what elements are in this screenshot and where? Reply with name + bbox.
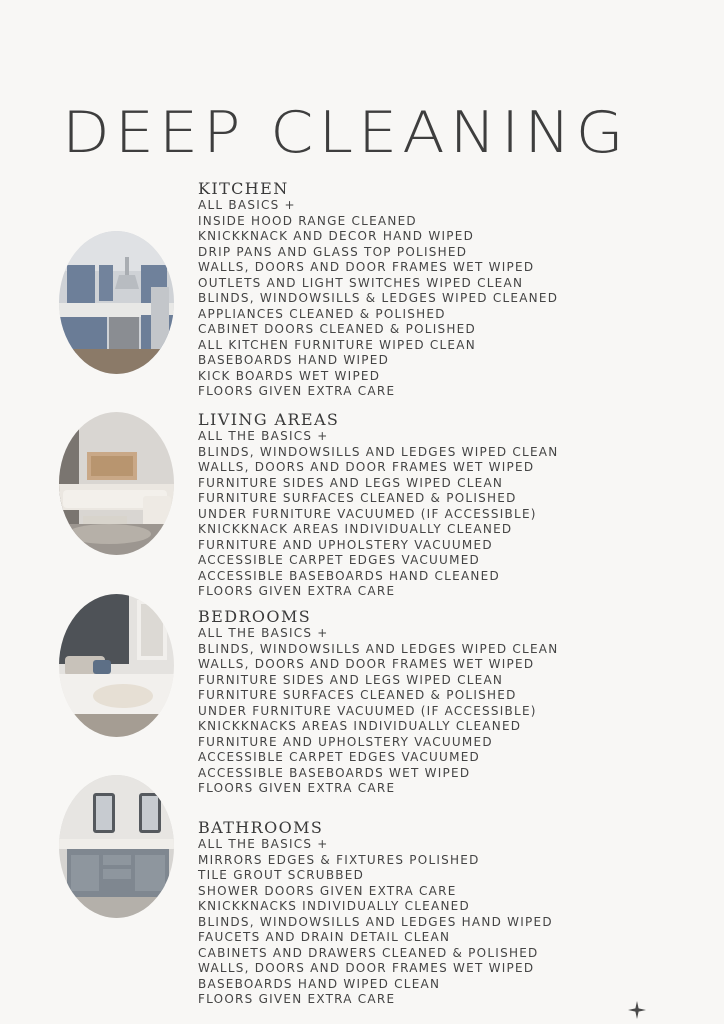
checklist (198, 429, 558, 600)
list-item: SHOWER DOORS GIVEN EXTRA CARE (198, 883, 457, 898)
list-item: TILE GROUT SCRUBBED (198, 868, 365, 882)
list-item: ALL THE BASICS + (198, 837, 329, 851)
checklist (198, 626, 558, 797)
list-item: ACCESSIBLE CARPET EDGES VACUUMED (198, 553, 481, 567)
list-item: BLINDS, WINDOWSILLS AND LEDGES WIPED CLEAN (198, 444, 559, 459)
list-item: UNDER FURNITURE VACUUMED (IF ACCESSIBLE) (198, 703, 537, 718)
list-item: ACCESSIBLE CARPET EDGES VACUUMED (198, 750, 481, 764)
list-item: ALL THE BASICS + (198, 626, 329, 640)
list-item: KNICKKNACKS AREAS INDIVIDUALLY CLEANED (198, 719, 522, 733)
bedroom-photo (59, 594, 174, 737)
list-item: BLINDS, WINDOWSILLS AND LEDGES WIPED CLEAN (198, 641, 559, 656)
list-item: FURNITURE SIDES AND LEGS WIPED CLEAN (198, 672, 504, 687)
section-heading: BATHROOMS (198, 818, 324, 837)
list-item: OUTLETS AND LIGHT SWITCHES WIPED CLEAN (198, 275, 524, 290)
list-item: KICK BOARDS WET WIPED (198, 368, 381, 383)
sparkle-icon (628, 1001, 646, 1019)
living-room-photo (59, 412, 174, 555)
list-item: BLINDS, WINDOWSILLS AND LEDGES HAND WIPED (198, 914, 553, 929)
list-item: WALLS, DOORS AND DOOR FRAMES WET WIPED (198, 460, 535, 474)
list-item: CABINETS AND DRAWERS CLEANED & POLISHED (198, 945, 539, 960)
list-item: KNICKKNACKS INDIVIDUALLY CLEANED (198, 899, 471, 913)
list-item: BASEBOARDS HAND WIPED (198, 353, 390, 367)
list-item: FLOORS GIVEN EXTRA CARE (198, 384, 396, 398)
list-item: ALL BASICS + (198, 198, 296, 212)
section-kitchen (198, 180, 558, 400)
list-item: ALL THE BASICS + (198, 429, 329, 443)
list-item: FURNITURE AND UPHOLSTERY VACUUMED (198, 734, 493, 749)
checklist (198, 198, 558, 400)
list-item: WALLS, DOORS AND DOOR FRAMES WET WIPED (198, 260, 535, 274)
page-title: DEEP CLEANING (62, 98, 629, 166)
list-item: APPLIANCES CLEANED & POLISHED (198, 306, 446, 321)
list-item: FLOORS GIVEN EXTRA CARE (198, 992, 396, 1006)
list-item: FURNITURE SURFACES CLEANED & POLISHED (198, 688, 517, 702)
list-item: FURNITURE SURFACES CLEANED & POLISHED (198, 491, 517, 505)
bathroom-photo (59, 775, 174, 918)
list-item: KNICKKNACK AREAS INDIVIDUALLY CLEANED (198, 522, 513, 536)
list-item: CABINET DOORS CLEANED & POLISHED (198, 322, 476, 336)
list-item: BASEBOARDS HAND WIPED CLEAN (198, 976, 441, 991)
list-item: UNDER FURNITURE VACUUMED (IF ACCESSIBLE) (198, 506, 537, 521)
list-item: FURNITURE AND UPHOLSTERY VACUUMED (198, 537, 493, 552)
list-item: KNICKKNACK AND DECOR HAND WIPED (198, 229, 475, 243)
list-item: INSIDE HOOD RANGE CLEANED (198, 213, 417, 228)
section-heading: LIVING AREAS (198, 410, 340, 429)
section-living-areas (198, 411, 558, 600)
list-item: ALL KITCHEN FURNITURE WIPED CLEAN (198, 337, 476, 352)
list-item: ACCESSIBLE BASEBOARDS HAND CLEANED (198, 568, 500, 583)
list-item: ACCESSIBLE BASEBOARDS WET WIPED (198, 765, 471, 780)
list-item: WALLS, DOORS AND DOOR FRAMES WET WIPED (198, 961, 535, 975)
section-bedrooms (198, 608, 558, 797)
section-heading: BEDROOMS (198, 607, 312, 626)
list-item: DRIP PANS AND GLASS TOP POLISHED (198, 244, 468, 259)
list-item: WALLS, DOORS AND DOOR FRAMES WET WIPED (198, 657, 535, 671)
section-heading: KITCHEN (198, 179, 289, 198)
list-item: FURNITURE SIDES AND LEGS WIPED CLEAN (198, 475, 504, 490)
list-item: MIRRORS EDGES & FIXTURES POLISHED (198, 852, 480, 867)
kitchen-photo (59, 231, 174, 374)
list-item: FLOORS GIVEN EXTRA CARE (198, 584, 396, 598)
section-bathrooms (198, 819, 553, 1008)
checklist (198, 837, 553, 1008)
list-item: BLINDS, WINDOWSILLS & LEDGES WIPED CLEANED (198, 291, 559, 305)
list-item: FLOORS GIVEN EXTRA CARE (198, 781, 396, 795)
list-item: FAUCETS AND DRAIN DETAIL CLEAN (198, 930, 451, 944)
